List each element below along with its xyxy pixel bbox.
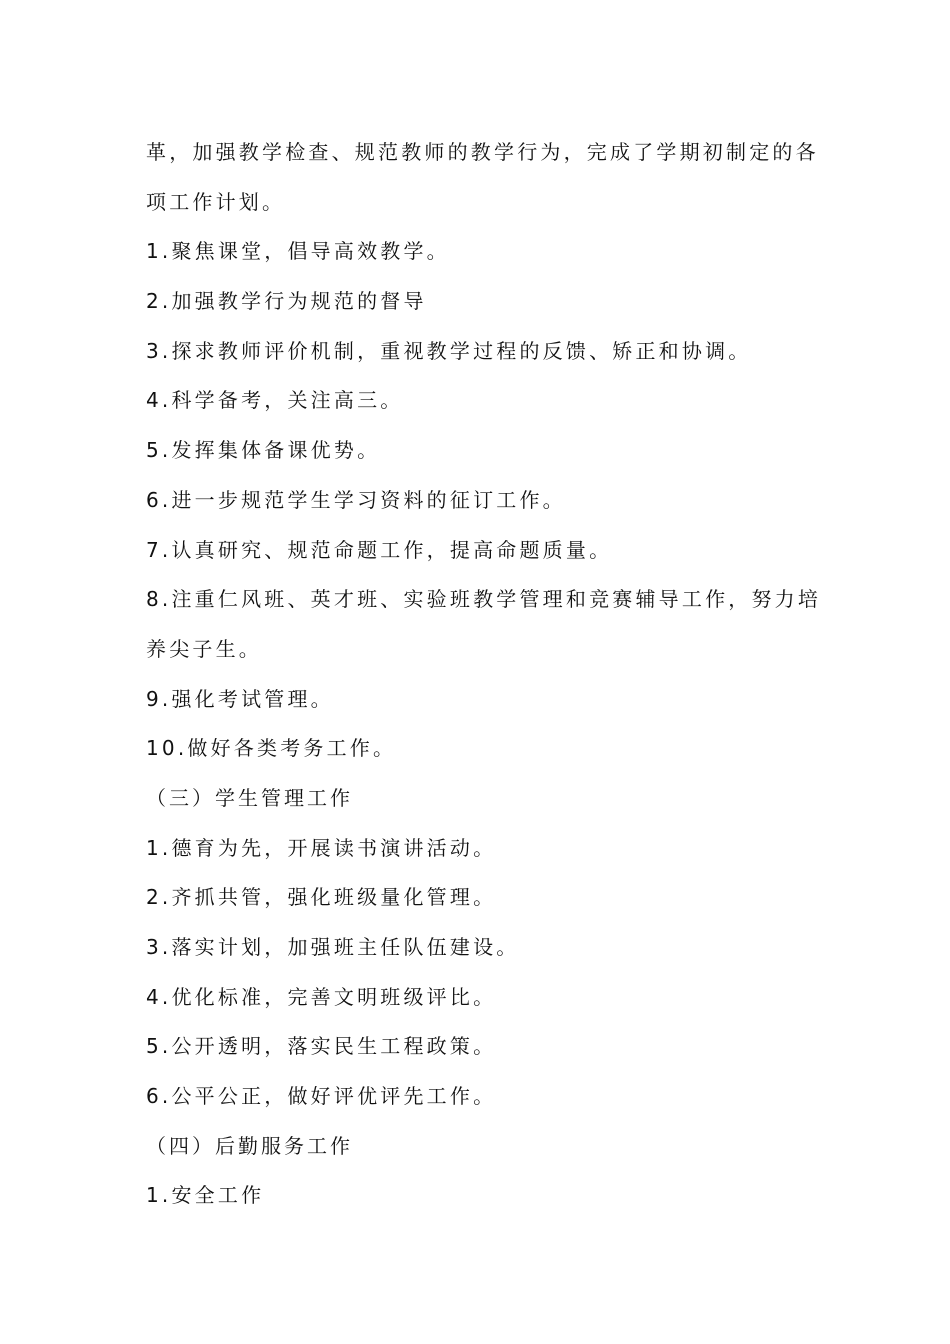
list-item: 8.注重仁风班、英才班、实验班教学管理和竞赛辅导工作，努力培 <box>146 587 822 612</box>
section-heading: （三）学生管理工作 <box>146 785 353 810</box>
list-item-continuation: 养尖子生。 <box>146 636 262 661</box>
list-item: 6.进一步规范学生学习资料的征订工作。 <box>146 487 566 512</box>
list-item: 5.公开透明，落实民生工程政策。 <box>146 1034 497 1059</box>
list-item: 6.公平公正，做好评优评先工作。 <box>146 1084 497 1109</box>
list-item: 7.认真研究、规范命题工作，提高命题质量。 <box>146 537 613 562</box>
list-item: 9.强化考试管理。 <box>146 686 334 711</box>
section-heading: （四）后勤服务工作 <box>146 1133 353 1158</box>
list-item: 3.探求教师评价机制，重视教学过程的反馈、矫正和协调。 <box>146 338 752 363</box>
list-item: 3.落实计划，加强班主任队伍建设。 <box>146 935 520 959</box>
paragraph-line: 革，加强教学检查、规范教师的教学行为，完成了学期初制定的各 <box>146 140 819 164</box>
list-item: 4.优化标准，完善文明班级评比。 <box>146 984 497 1009</box>
list-item: 2.齐抓共管，强化班级量化管理。 <box>146 885 497 910</box>
list-item: 4.科学备考，关注高三。 <box>146 388 404 413</box>
list-item: 1.聚焦课堂，倡导高效教学。 <box>146 239 450 264</box>
body-text <box>146 128 822 1221</box>
list-item: 10.做好各类考务工作。 <box>146 736 397 761</box>
list-item: 5.发挥集体备课优势。 <box>146 438 381 463</box>
list-item: 1.德育为先，开展读书演讲活动。 <box>146 835 497 860</box>
list-item: 1.安全工作 <box>146 1183 265 1208</box>
list-item: 2.加强教学行为规范的督导 <box>146 289 427 314</box>
paragraph-line: 项工作计划。 <box>146 189 286 214</box>
